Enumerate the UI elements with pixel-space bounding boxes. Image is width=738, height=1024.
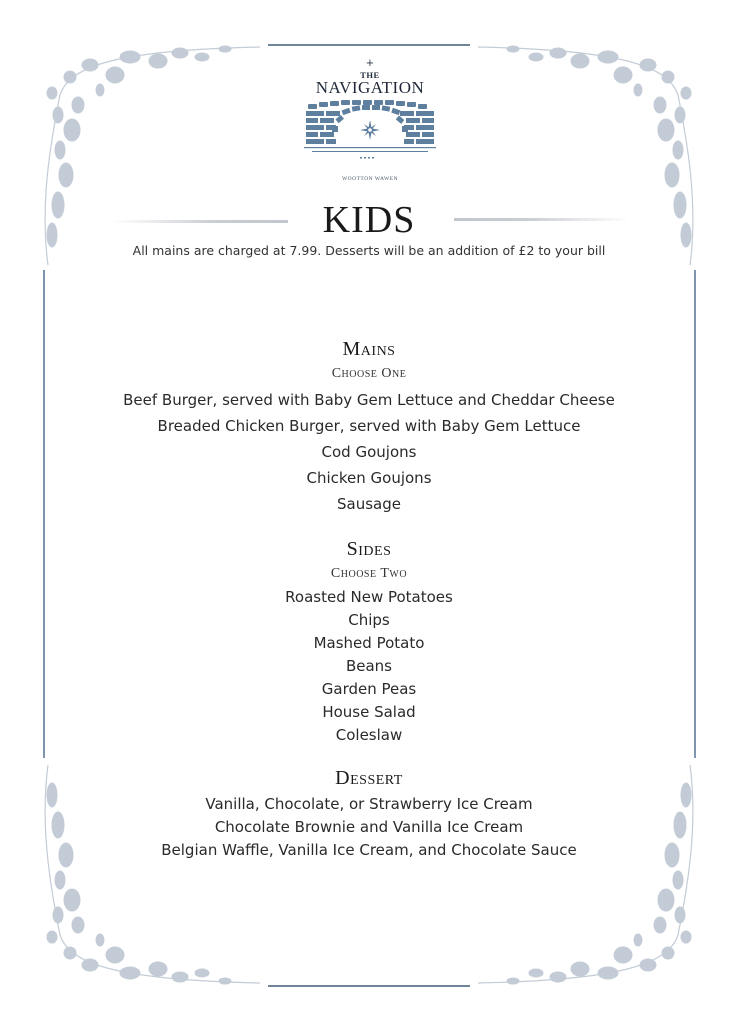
stone-bridge-icon — [302, 100, 438, 174]
logo — [300, 58, 440, 188]
title-row — [0, 200, 738, 244]
menu-item: Roasted New Potatoes — [285, 588, 453, 606]
logo-name: NAVIGATION — [315, 78, 425, 97]
frame-bottom-line — [268, 985, 470, 987]
title-divider-right — [454, 218, 630, 221]
menu-item: Chips — [348, 611, 390, 629]
section-title-dessert: Dessert — [335, 767, 403, 789]
menu-item: Sausage — [337, 495, 401, 513]
logo-location: WOOTTON WAWEN — [341, 176, 399, 182]
menu-item: Chocolate Brownie and Vanilla Ice Cream — [214, 818, 524, 836]
menu-item: Mashed Potato — [313, 634, 425, 652]
page-title: KIDS — [322, 199, 416, 241]
menu-item: Cod Goujons — [321, 443, 417, 461]
pricing-note: All mains are charged at 7.99. Desserts will be an addition of £2 to your bill — [132, 243, 606, 258]
menu-item: Coleslaw — [335, 726, 403, 744]
menu-item: Beans — [345, 657, 393, 675]
section-subtitle-mains: Choose One — [331, 366, 407, 381]
logo-plus: + — [365, 58, 375, 69]
section-title-mains: Mains — [342, 338, 396, 360]
menu-item: Garden Peas — [321, 680, 417, 698]
frame-top-line — [268, 44, 470, 46]
floral-corner-icon-bottom-left — [30, 755, 270, 995]
menu-item: Breaded Chicken Burger, served with Baby Gem Lettuce — [157, 417, 581, 435]
menu-item: House Salad — [322, 703, 416, 721]
compass-star-icon — [360, 120, 380, 140]
menu-item: Beef Burger, served with Baby Gem Lettuce and Cheddar Cheese — [123, 391, 615, 409]
logo-the: THE — [360, 70, 380, 80]
section-subtitle-sides: Choose Two — [330, 566, 408, 581]
section-title-sides: Sides — [346, 538, 392, 560]
menu-item: Chicken Goujons — [306, 469, 432, 487]
menu-item: Vanilla, Chocolate, or Strawberry Ice Cream — [205, 795, 533, 813]
menu-item: Belgian Waffle, Vanilla Ice Cream, and Chocolate Sauce — [161, 841, 577, 859]
floral-corner-icon-bottom-right — [468, 755, 708, 995]
